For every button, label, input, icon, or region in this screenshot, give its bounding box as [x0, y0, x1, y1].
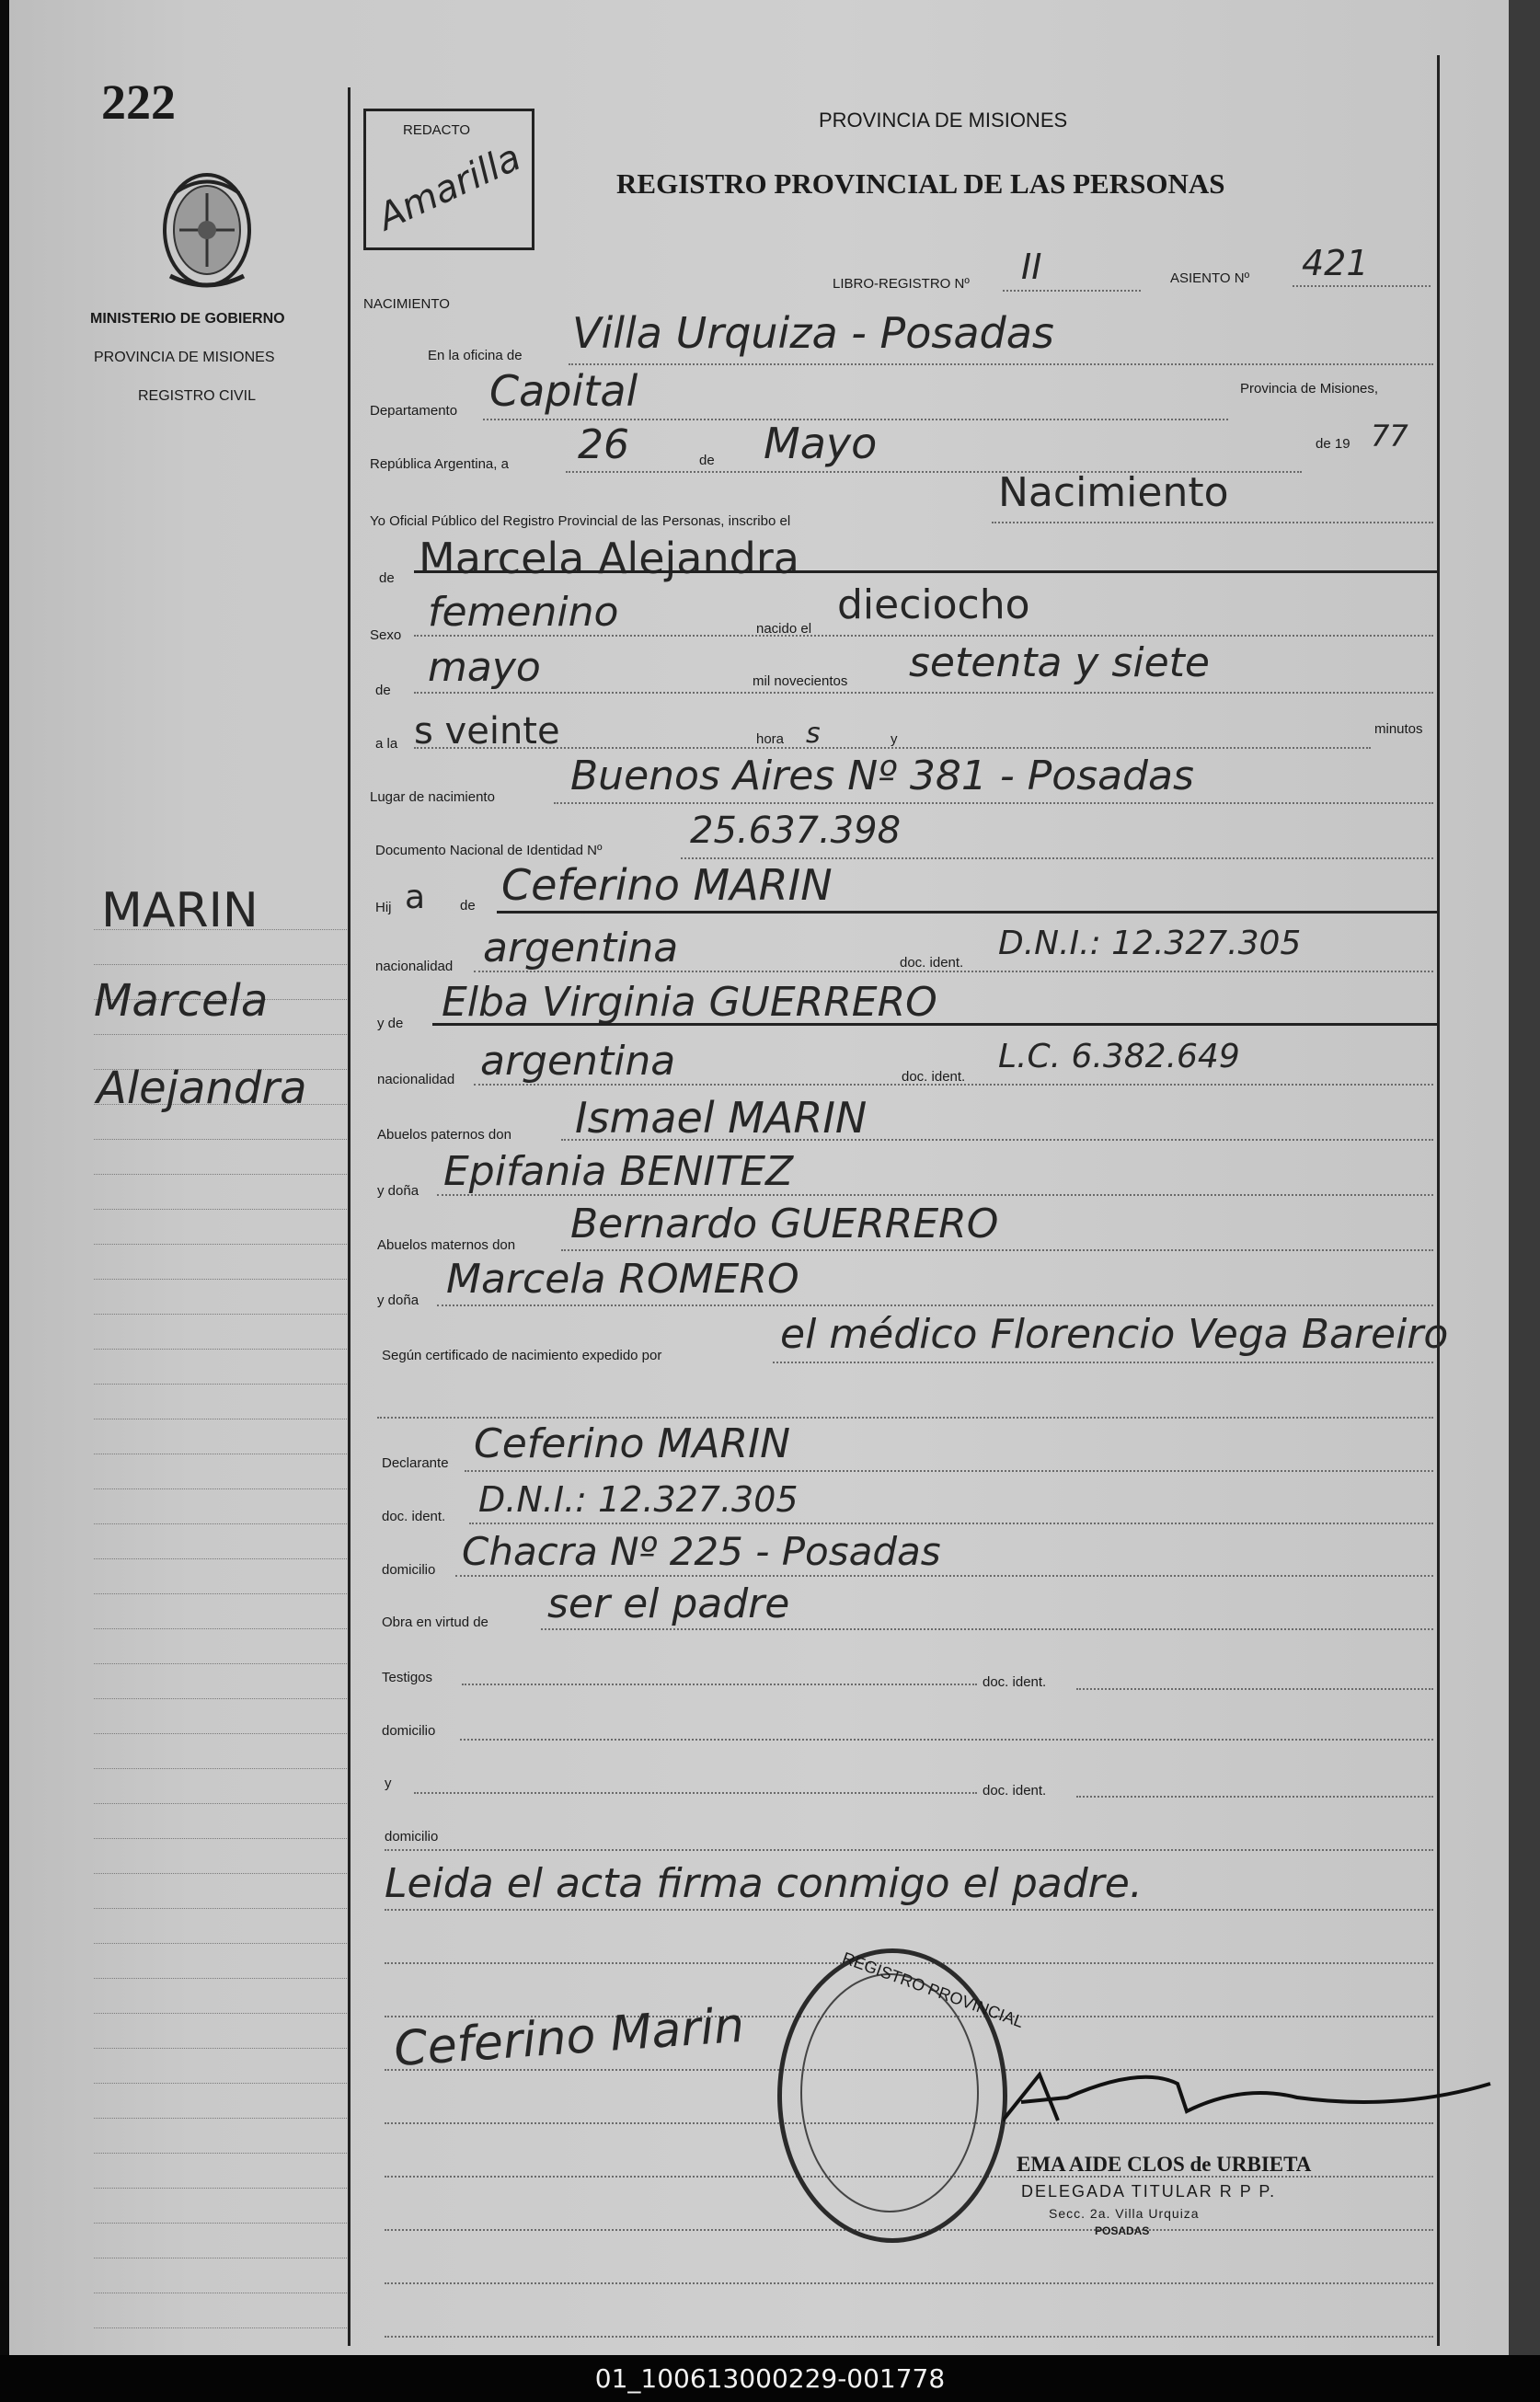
abuelo-materno: Bernardo GUERRERO	[570, 1201, 999, 1247]
nac-padre-value: argentina	[483, 925, 679, 971]
margin-ruled-line	[94, 1244, 347, 1245]
body-ruled-line	[385, 2282, 1433, 2284]
libro-label: LIBRO-REGISTRO Nº	[833, 276, 970, 292]
doc-padre-label: doc. ident.	[900, 955, 964, 971]
y-label: y	[385, 1776, 392, 1791]
abuelos-maternos-label: Abuelos maternos don	[377, 1237, 516, 1253]
lugar-value: Buenos Aires Nº 381 - Posadas	[570, 753, 1194, 799]
minutos-label: minutos	[1374, 721, 1423, 737]
de-label: de	[379, 570, 395, 586]
abuela-paterna-label: y doña	[377, 1183, 419, 1199]
hora-label: hora	[756, 731, 785, 747]
domicilio2-line	[460, 1739, 1433, 1741]
body-ruled-line	[385, 2336, 1433, 2338]
official-city: POSADAS	[1095, 2224, 1150, 2237]
declarante-value: Ceferino MARIN	[474, 1420, 790, 1467]
doc-declarante-value: D.N.I.: 12.327.305	[478, 1479, 799, 1520]
official-name: EMA AIDE CLOS de URBIETA	[1017, 2153, 1312, 2176]
round-seal-text: REGISTRO PROVINCIAL	[840, 1948, 1027, 2032]
round-seal	[777, 1948, 1027, 2243]
margin-ruled-line	[94, 964, 347, 965]
domicilio3-line	[385, 1849, 1433, 1851]
y-line	[414, 1792, 977, 1794]
section-divider	[377, 1417, 1433, 1419]
margin-ruled-line	[94, 1384, 347, 1385]
ministry-line: MINISTERIO DE GOBIERNO	[90, 311, 285, 327]
doc-madre-label: doc. ident.	[902, 1069, 966, 1085]
closing-statement: Leida el acta firma conmigo el padre.	[385, 1860, 1143, 1907]
inscribo-value: Nacimiento	[998, 469, 1229, 516]
asiento-line	[1293, 285, 1431, 287]
official-section: Secc. 2a. Villa Urquiza	[1049, 2206, 1200, 2221]
doc-declarante-line	[469, 1523, 1433, 1524]
main-column-left-border	[348, 87, 351, 2346]
abuela-paterna: Epifania BENITEZ	[443, 1148, 794, 1195]
margin-ruled-line	[94, 1908, 347, 1909]
margin-ruled-line	[94, 1663, 347, 1664]
testigos-line	[462, 1684, 977, 1685]
fecha-year: 77	[1371, 419, 1408, 454]
nac-madre-line	[474, 1084, 1433, 1086]
abuelos-maternos-line	[561, 1249, 1433, 1251]
margin-ruled-line	[94, 2013, 347, 2014]
margin-name-2: Alejandra	[97, 1063, 307, 1114]
nacido-value: dieciocho	[837, 581, 1030, 628]
margin-ruled-line	[94, 1139, 347, 1140]
madre-label: y de	[377, 1016, 404, 1031]
fecha-label: República Argentina, a	[370, 456, 509, 472]
margin-ruled-line	[94, 1943, 347, 1944]
margin-ruled-line	[94, 1733, 347, 1734]
inscribo-line	[992, 522, 1433, 523]
father-name-line	[497, 911, 1440, 914]
coat-of-arms-icon	[152, 166, 262, 294]
margin-ruled-line	[94, 1803, 347, 1804]
official-title: DELEGADA TITULAR R P P.	[1021, 2182, 1277, 2201]
hora-suffix: s	[806, 718, 821, 750]
asiento-label: ASIENTO Nº	[1170, 270, 1250, 286]
testigos-doc-line	[1076, 1688, 1433, 1690]
mes-value: mayo	[428, 644, 541, 691]
declarante-label: Declarante	[382, 1455, 449, 1471]
fecha-year-label: de 19	[1316, 436, 1350, 452]
margin-ruled-line	[94, 2048, 347, 2049]
testigos-doc-label: doc. ident.	[983, 1674, 1047, 1690]
lugar-label: Lugar de nacimiento	[370, 789, 495, 805]
abuelo-paterno: Ismael MARIN	[575, 1093, 868, 1143]
obra-line	[541, 1628, 1433, 1630]
y-doc-line	[1076, 1796, 1433, 1798]
abuela-paterna-line	[437, 1194, 1433, 1196]
libro-value: II	[1021, 247, 1042, 287]
margin-ruled-line	[94, 2223, 347, 2224]
province-line: PROVINCIA DE MISIONES	[94, 350, 275, 365]
margin-ruled-line	[94, 1349, 347, 1350]
margin-ruled-line	[94, 1174, 347, 1175]
documento-label: Documento Nacional de Identidad Nº	[375, 843, 603, 858]
libro-line	[1003, 290, 1141, 292]
abuelos-paternos-line	[561, 1139, 1433, 1141]
certificado-line	[773, 1362, 1433, 1363]
provincia-suffix: Provincia de Misiones,	[1240, 381, 1379, 397]
doc-madre-value: L.C. 6.382.649	[998, 1038, 1240, 1075]
nac-madre-value: argentina	[480, 1038, 676, 1085]
margin-ruled-line	[94, 1314, 347, 1315]
fecha-de: de	[699, 453, 715, 468]
hijo-label: Hij	[375, 900, 392, 915]
margin-ruled-line	[94, 1209, 347, 1210]
redacto-label: REDACTO	[403, 122, 471, 138]
oficina-label: En la oficina de	[428, 348, 523, 363]
departamento-label: Departamento	[370, 403, 458, 419]
province-heading: PROVINCIA DE MISIONES	[819, 109, 1068, 132]
margin-ruled-line	[94, 2083, 347, 2084]
mother-name-line	[432, 1023, 1440, 1026]
abuela-materna-label: y doña	[377, 1293, 419, 1308]
domicilio-line	[455, 1575, 1433, 1577]
redacto-stamp	[363, 109, 534, 250]
declarant-signature: Ceferino Marin	[392, 1997, 746, 2078]
margin-ruled-line	[94, 1768, 347, 1769]
obra-value: ser el padre	[547, 1580, 790, 1627]
sexo-line	[414, 635, 1433, 637]
oficina-line	[569, 363, 1433, 365]
hora-value: s veinte	[414, 710, 560, 753]
abuela-materna: Marcela ROMERO	[446, 1256, 799, 1303]
hijo-de-label: de	[460, 898, 476, 914]
domicilio-value: Chacra Nº 225 - Posadas	[462, 1529, 941, 1574]
margin-ruled-line	[94, 1838, 347, 1839]
sexo-label: Sexo	[370, 627, 402, 643]
margin-ruled-line	[94, 2327, 347, 2328]
section-label: NACIMIENTO	[363, 296, 450, 312]
margin-surname: MARIN	[101, 883, 259, 938]
registry-title: REGISTRO PROVINCIAL DE LAS PERSONAS	[616, 167, 1225, 200]
fecha-day: 26	[578, 421, 629, 468]
obra-label: Obra en virtud de	[382, 1615, 488, 1630]
nac-madre-label: nacionalidad	[377, 1072, 455, 1087]
margin-name-1: Marcela	[94, 975, 269, 1027]
fecha-month: Mayo	[764, 419, 878, 468]
anio-value: setenta y siete	[909, 639, 1210, 686]
certificado-value: el médico Florencio Vega Bareiro	[780, 1311, 1449, 1358]
page-number: 222	[101, 75, 176, 130]
margin-ruled-line	[94, 1978, 347, 1979]
mes-line	[414, 692, 1433, 694]
nacido-label: nacido el	[756, 621, 812, 637]
certificate-page	[9, 0, 1509, 2355]
y-doc-label: doc. ident.	[983, 1783, 1047, 1799]
mes-label: de	[375, 683, 391, 698]
nac-padre-label: nacionalidad	[375, 959, 454, 974]
sexo-value: femenino	[428, 589, 619, 636]
certificado-label: Según certificado de nacimiento expedido por	[382, 1348, 662, 1363]
margin-ruled-line	[94, 1558, 347, 1559]
body-ruled-line	[385, 1909, 1433, 1911]
asiento-value: 421	[1302, 243, 1369, 283]
registry-line: REGISTRO CIVIL	[138, 388, 257, 404]
father-name: Ceferino MARIN	[501, 860, 833, 910]
margin-ruled-line	[94, 1279, 347, 1280]
margin-ruled-line	[94, 1628, 347, 1629]
child-name: Marcela Alejandra	[419, 534, 799, 583]
nac-padre-line	[474, 971, 1433, 972]
departamento-value: Capital	[489, 366, 638, 416]
margin-ruled-line	[94, 1873, 347, 1874]
official-signature-icon	[1003, 2047, 1500, 2148]
margin-ruled-line	[94, 1593, 347, 1594]
margin-ruled-line	[94, 2118, 347, 2119]
inscribo-label: Yo Oficial Público del Registro Provincial de las Personas, inscribo el	[370, 513, 791, 529]
main-column-right-border	[1437, 55, 1440, 2346]
hora-line	[414, 747, 1371, 749]
domicilio3-label: domicilio	[385, 1829, 439, 1845]
mil-label: mil novecientos	[753, 673, 848, 689]
footer-id: 01_100613000229-001778	[0, 2355, 1540, 2402]
abuelos-paternos-label: Abuelos paternos don	[377, 1127, 511, 1143]
page-edge	[1509, 0, 1540, 2355]
margin-ruled-line	[94, 1523, 347, 1524]
mother-name: Elba Virginia GUERRERO	[442, 979, 937, 1026]
testigos-label: Testigos	[382, 1670, 433, 1685]
margin-ruled-line	[94, 2188, 347, 2189]
domicilio2-label: domicilio	[382, 1723, 436, 1739]
margin-ruled-line	[94, 1488, 347, 1489]
margin-ruled-line	[94, 1034, 347, 1035]
redacto-signature: Amarilla	[372, 136, 528, 239]
doc-padre-value: D.N.I.: 12.327.305	[998, 925, 1302, 962]
documento-value: 25.637.398	[690, 810, 902, 852]
doc-declarante-label: doc. ident.	[382, 1509, 446, 1524]
lugar-line	[554, 802, 1433, 804]
abuela-materna-line	[437, 1304, 1433, 1306]
child-name-line	[414, 570, 1440, 573]
margin-ruled-line	[94, 2153, 347, 2154]
documento-line	[681, 857, 1433, 859]
domicilio-label: domicilio	[382, 1562, 436, 1578]
oficina-value: Villa Urquiza - Posadas	[572, 308, 1054, 358]
hora-y-label: y	[891, 731, 898, 747]
hijo-suffix: a	[405, 879, 426, 916]
hora-prefix: a la	[375, 736, 398, 752]
declarante-line	[465, 1470, 1433, 1472]
margin-ruled-line	[94, 1698, 347, 1699]
